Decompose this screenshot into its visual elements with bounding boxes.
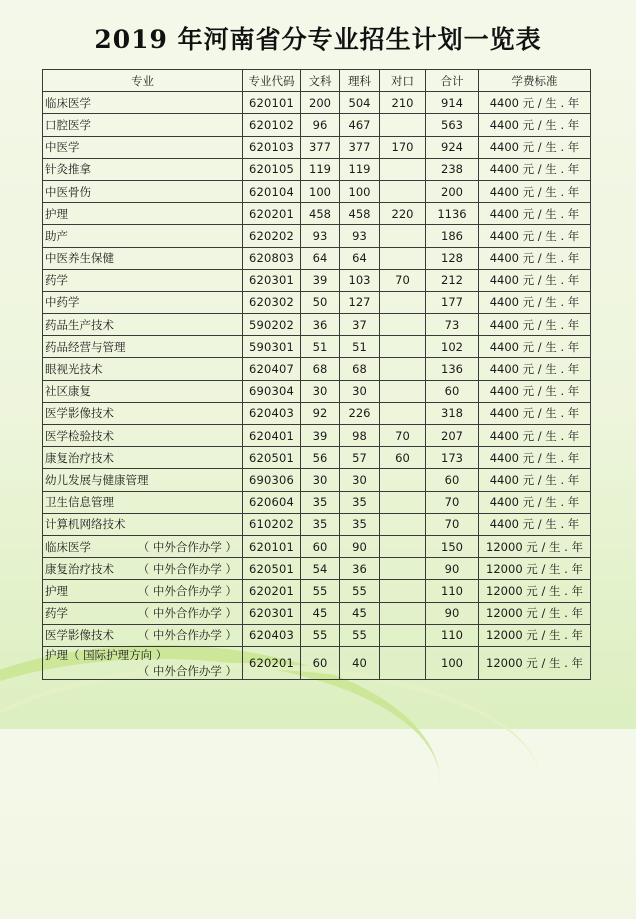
liberal-arts-cell: 458 — [301, 203, 340, 225]
total-cell: 110 — [426, 580, 479, 602]
major-code-cell: 620403 — [243, 402, 301, 424]
tuition-cell: 4400 元 / 生 . 年 — [479, 513, 591, 535]
major-code-cell: 590202 — [243, 314, 301, 336]
major-code-cell: 620407 — [243, 358, 301, 380]
tuition-cell: 4400 元 / 生 . 年 — [479, 269, 591, 291]
major-name-cell — [43, 358, 243, 380]
table-row — [43, 513, 591, 535]
liberal-arts-cell: 60 — [301, 646, 340, 679]
liberal-arts-cell: 55 — [301, 580, 340, 602]
liberal-arts-cell: 68 — [301, 358, 340, 380]
major-name: 社区康复 — [45, 384, 91, 399]
major-name: 护理 — [45, 206, 68, 221]
science-cell: 377 — [340, 136, 380, 158]
science-cell: 51 — [340, 336, 380, 358]
total-cell: 90 — [426, 602, 479, 624]
major-name-cell — [43, 646, 243, 679]
vocational-cell — [380, 158, 426, 180]
major-code-cell: 620101 — [243, 92, 301, 114]
cooperation-note: （ 中外合作办学 ） — [137, 606, 237, 621]
vocational-cell — [380, 291, 426, 313]
header-liberal-arts: 文科 — [301, 70, 340, 92]
major-name: 护理 — [45, 583, 68, 598]
table-body — [43, 92, 591, 680]
science-cell: 68 — [340, 358, 380, 380]
total-cell: 73 — [426, 314, 479, 336]
table-row — [43, 380, 591, 402]
liberal-arts-cell: 377 — [301, 136, 340, 158]
tuition-cell: 12000 元 / 生 . 年 — [479, 646, 591, 679]
tuition-cell: 4400 元 / 生 . 年 — [479, 291, 591, 313]
major-name: 医学影像技术 — [45, 406, 114, 421]
table-row — [43, 469, 591, 491]
tuition-cell: 4400 元 / 生 . 年 — [479, 358, 591, 380]
liberal-arts-cell: 60 — [301, 535, 340, 557]
table-row — [43, 624, 591, 646]
table-row — [43, 402, 591, 424]
major-code-cell: 620501 — [243, 447, 301, 469]
major-name-cell — [43, 513, 243, 535]
tuition-cell: 4400 元 / 生 . 年 — [479, 336, 591, 358]
liberal-arts-cell: 64 — [301, 247, 340, 269]
vocational-cell — [380, 469, 426, 491]
major-name-cell — [43, 136, 243, 158]
total-cell: 200 — [426, 180, 479, 202]
vocational-cell: 70 — [380, 425, 426, 447]
table-row — [43, 136, 591, 158]
vocational-cell — [380, 114, 426, 136]
total-cell: 70 — [426, 491, 479, 513]
vocational-cell: 170 — [380, 136, 426, 158]
major-name-cell — [43, 558, 243, 580]
major-code-cell: 610202 — [243, 513, 301, 535]
total-cell: 212 — [426, 269, 479, 291]
tuition-cell: 4400 元 / 生 . 年 — [479, 180, 591, 202]
science-cell: 30 — [340, 469, 380, 491]
major-name: 药品经营与管理 — [45, 339, 126, 354]
vocational-cell: 220 — [380, 203, 426, 225]
total-cell: 60 — [426, 380, 479, 402]
tuition-cell: 4400 元 / 生 . 年 — [479, 225, 591, 247]
major-name: 药品生产技术 — [45, 317, 114, 332]
cooperation-note: （ 中外合作办学 ） — [137, 628, 237, 643]
science-cell: 45 — [340, 602, 380, 624]
major-code-cell: 620102 — [243, 114, 301, 136]
major-name-cell — [43, 425, 243, 447]
table-row — [43, 535, 591, 557]
table-row — [43, 602, 591, 624]
vocational-cell — [380, 646, 426, 679]
major-name-cell — [43, 314, 243, 336]
major-name-cell — [43, 225, 243, 247]
vocational-cell: 70 — [380, 269, 426, 291]
table-row — [43, 358, 591, 380]
science-cell: 55 — [340, 580, 380, 602]
liberal-arts-cell: 119 — [301, 158, 340, 180]
liberal-arts-cell: 30 — [301, 380, 340, 402]
tuition-cell: 4400 元 / 生 . 年 — [479, 92, 591, 114]
liberal-arts-cell: 54 — [301, 558, 340, 580]
vocational-cell — [380, 336, 426, 358]
science-cell: 127 — [340, 291, 380, 313]
major-name: 计算机网络技术 — [45, 517, 126, 532]
table-row — [43, 291, 591, 313]
major-code-cell: 620103 — [243, 136, 301, 158]
total-cell: 207 — [426, 425, 479, 447]
tuition-cell: 4400 元 / 生 . 年 — [479, 136, 591, 158]
major-code-cell: 620201 — [243, 646, 301, 679]
header-vocational: 对口 — [380, 70, 426, 92]
science-cell: 226 — [340, 402, 380, 424]
background-swoosh-light — [0, 663, 540, 899]
major-name: 中医学 — [45, 140, 80, 155]
total-cell: 70 — [426, 513, 479, 535]
major-name-cell — [43, 402, 243, 424]
major-code-cell: 620301 — [243, 602, 301, 624]
liberal-arts-cell: 92 — [301, 402, 340, 424]
tuition-cell: 4400 元 / 生 . 年 — [479, 247, 591, 269]
tuition-cell: 12000 元 / 生 . 年 — [479, 624, 591, 646]
header-science: 理科 — [340, 70, 380, 92]
major-code-cell: 620101 — [243, 535, 301, 557]
total-cell: 90 — [426, 558, 479, 580]
science-cell: 55 — [340, 624, 380, 646]
vocational-cell — [380, 558, 426, 580]
science-cell: 504 — [340, 92, 380, 114]
vocational-cell — [380, 402, 426, 424]
cooperation-note: （ 中外合作办学 ） — [137, 539, 237, 554]
page-title: 2019 年河南省分专业招生计划一览表 — [94, 25, 542, 54]
major-name: 针灸推拿 — [45, 162, 91, 177]
vocational-cell — [380, 225, 426, 247]
tuition-cell: 4400 元 / 生 . 年 — [479, 491, 591, 513]
table-row — [43, 646, 591, 679]
table-row — [43, 180, 591, 202]
liberal-arts-cell: 96 — [301, 114, 340, 136]
vocational-cell — [380, 358, 426, 380]
science-cell: 35 — [340, 491, 380, 513]
major-name: 中医养生保健 — [45, 251, 114, 266]
liberal-arts-cell: 39 — [301, 269, 340, 291]
vocational-cell — [380, 580, 426, 602]
table-row — [43, 314, 591, 336]
header-major: 专业 — [43, 70, 243, 92]
tuition-cell: 12000 元 / 生 . 年 — [479, 558, 591, 580]
liberal-arts-cell: 35 — [301, 513, 340, 535]
science-cell: 90 — [340, 535, 380, 557]
vocational-cell — [380, 180, 426, 202]
liberal-arts-cell: 200 — [301, 92, 340, 114]
liberal-arts-cell: 100 — [301, 180, 340, 202]
total-cell: 177 — [426, 291, 479, 313]
header-tuition: 学费标准 — [479, 70, 591, 92]
major-name: 眼视光技术 — [45, 362, 103, 377]
major-name: 中医骨伤 — [45, 184, 91, 199]
tuition-cell: 4400 元 / 生 . 年 — [479, 203, 591, 225]
science-cell: 93 — [340, 225, 380, 247]
science-cell: 100 — [340, 180, 380, 202]
major-name-cell — [43, 114, 243, 136]
liberal-arts-cell: 39 — [301, 425, 340, 447]
major-name-cell — [43, 580, 243, 602]
total-cell: 914 — [426, 92, 479, 114]
table-row — [43, 580, 591, 602]
tuition-cell: 4400 元 / 生 . 年 — [479, 425, 591, 447]
table-row — [43, 491, 591, 513]
vocational-cell — [380, 380, 426, 402]
science-cell: 36 — [340, 558, 380, 580]
science-cell: 98 — [340, 425, 380, 447]
liberal-arts-cell: 50 — [301, 291, 340, 313]
table-row — [43, 425, 591, 447]
total-cell: 1136 — [426, 203, 479, 225]
table-row — [43, 336, 591, 358]
table-row — [43, 158, 591, 180]
major-name-cell — [43, 602, 243, 624]
vocational-cell — [380, 314, 426, 336]
major-code-cell: 620604 — [243, 491, 301, 513]
major-name-cell — [43, 180, 243, 202]
total-cell: 128 — [426, 247, 479, 269]
science-cell: 458 — [340, 203, 380, 225]
major-code-cell: 690306 — [243, 469, 301, 491]
tuition-cell: 4400 元 / 生 . 年 — [479, 402, 591, 424]
total-cell: 60 — [426, 469, 479, 491]
major-name-cell — [43, 624, 243, 646]
header-code: 专业代码 — [243, 70, 301, 92]
major-name: 护理（ 国际护理方向 ） — [45, 647, 168, 662]
table-header-row — [43, 70, 591, 92]
major-code-cell: 620302 — [243, 291, 301, 313]
tuition-cell: 4400 元 / 生 . 年 — [479, 469, 591, 491]
major-code-cell: 620201 — [243, 580, 301, 602]
table-row — [43, 558, 591, 580]
major-code-cell: 620803 — [243, 247, 301, 269]
science-cell: 119 — [340, 158, 380, 180]
major-name-cell — [43, 269, 243, 291]
tuition-cell: 12000 元 / 生 . 年 — [479, 580, 591, 602]
science-cell: 103 — [340, 269, 380, 291]
tuition-cell: 12000 元 / 生 . 年 — [479, 535, 591, 557]
table-row — [43, 203, 591, 225]
major-name-cell — [43, 380, 243, 402]
liberal-arts-cell: 36 — [301, 314, 340, 336]
liberal-arts-cell: 35 — [301, 491, 340, 513]
science-cell: 64 — [340, 247, 380, 269]
major-code-cell: 620301 — [243, 269, 301, 291]
major-code-cell: 620201 — [243, 203, 301, 225]
vocational-cell: 210 — [380, 92, 426, 114]
total-cell: 150 — [426, 535, 479, 557]
total-cell: 186 — [426, 225, 479, 247]
vocational-cell: 60 — [380, 447, 426, 469]
total-cell: 563 — [426, 114, 479, 136]
major-name: 临床医学 — [45, 539, 91, 554]
major-name: 口腔医学 — [45, 117, 91, 132]
liberal-arts-cell: 93 — [301, 225, 340, 247]
major-code-cell: 590301 — [243, 336, 301, 358]
table-row — [43, 447, 591, 469]
major-name: 药学 — [45, 606, 68, 621]
liberal-arts-cell: 55 — [301, 624, 340, 646]
liberal-arts-cell: 45 — [301, 602, 340, 624]
major-name-cell — [43, 535, 243, 557]
total-cell: 318 — [426, 402, 479, 424]
major-code-cell: 620202 — [243, 225, 301, 247]
major-name-cell — [43, 92, 243, 114]
total-cell: 238 — [426, 158, 479, 180]
major-name: 临床医学 — [45, 95, 91, 110]
total-cell: 173 — [426, 447, 479, 469]
major-name-cell — [43, 247, 243, 269]
science-cell: 30 — [340, 380, 380, 402]
table-row — [43, 225, 591, 247]
major-name: 康复治疗技术 — [45, 450, 114, 465]
table-row — [43, 269, 591, 291]
vocational-cell — [380, 624, 426, 646]
major-name-cell — [43, 447, 243, 469]
total-cell: 924 — [426, 136, 479, 158]
vocational-cell — [380, 602, 426, 624]
major-name: 医学影像技术 — [45, 628, 114, 643]
major-code-cell: 690304 — [243, 380, 301, 402]
major-name-cell — [43, 491, 243, 513]
major-name: 幼儿发展与健康管理 — [45, 472, 149, 487]
header-total: 合计 — [426, 70, 479, 92]
cooperation-note: （ 中外合作办学 ） — [137, 561, 237, 576]
liberal-arts-cell: 56 — [301, 447, 340, 469]
science-cell: 57 — [340, 447, 380, 469]
major-code-cell: 620105 — [243, 158, 301, 180]
major-name: 助产 — [45, 228, 68, 243]
liberal-arts-cell: 30 — [301, 469, 340, 491]
science-cell: 37 — [340, 314, 380, 336]
major-name: 卫生信息管理 — [45, 495, 114, 510]
tuition-cell: 4400 元 / 生 . 年 — [479, 447, 591, 469]
cooperation-note: （ 中外合作办学 ） — [137, 663, 237, 678]
liberal-arts-cell: 51 — [301, 336, 340, 358]
vocational-cell — [380, 535, 426, 557]
total-cell: 110 — [426, 624, 479, 646]
total-cell: 102 — [426, 336, 479, 358]
science-cell: 467 — [340, 114, 380, 136]
major-name: 药学 — [45, 273, 68, 288]
major-name: 医学检验技术 — [45, 428, 114, 443]
cooperation-note: （ 中外合作办学 ） — [137, 583, 237, 598]
vocational-cell — [380, 247, 426, 269]
enrollment-plan-table — [42, 69, 591, 680]
major-code-cell: 620501 — [243, 558, 301, 580]
vocational-cell — [380, 491, 426, 513]
major-name-cell — [43, 336, 243, 358]
major-name: 康复治疗技术 — [45, 561, 114, 576]
table-row — [43, 114, 591, 136]
major-name-cell — [43, 291, 243, 313]
total-cell: 100 — [426, 646, 479, 679]
tuition-cell: 4400 元 / 生 . 年 — [479, 114, 591, 136]
tuition-cell: 4400 元 / 生 . 年 — [479, 158, 591, 180]
science-cell: 35 — [340, 513, 380, 535]
major-code-cell: 620403 — [243, 624, 301, 646]
tuition-cell: 4400 元 / 生 . 年 — [479, 314, 591, 336]
major-code-cell: 620104 — [243, 180, 301, 202]
major-name-cell — [43, 469, 243, 491]
vocational-cell — [380, 513, 426, 535]
tuition-cell: 12000 元 / 生 . 年 — [479, 602, 591, 624]
major-name-cell — [43, 158, 243, 180]
total-cell: 136 — [426, 358, 479, 380]
science-cell: 40 — [340, 646, 380, 679]
tuition-cell: 4400 元 / 生 . 年 — [479, 380, 591, 402]
table-row — [43, 247, 591, 269]
major-code-cell: 620401 — [243, 425, 301, 447]
major-name-cell — [43, 203, 243, 225]
major-name: 中药学 — [45, 295, 80, 310]
table-row — [43, 92, 591, 114]
